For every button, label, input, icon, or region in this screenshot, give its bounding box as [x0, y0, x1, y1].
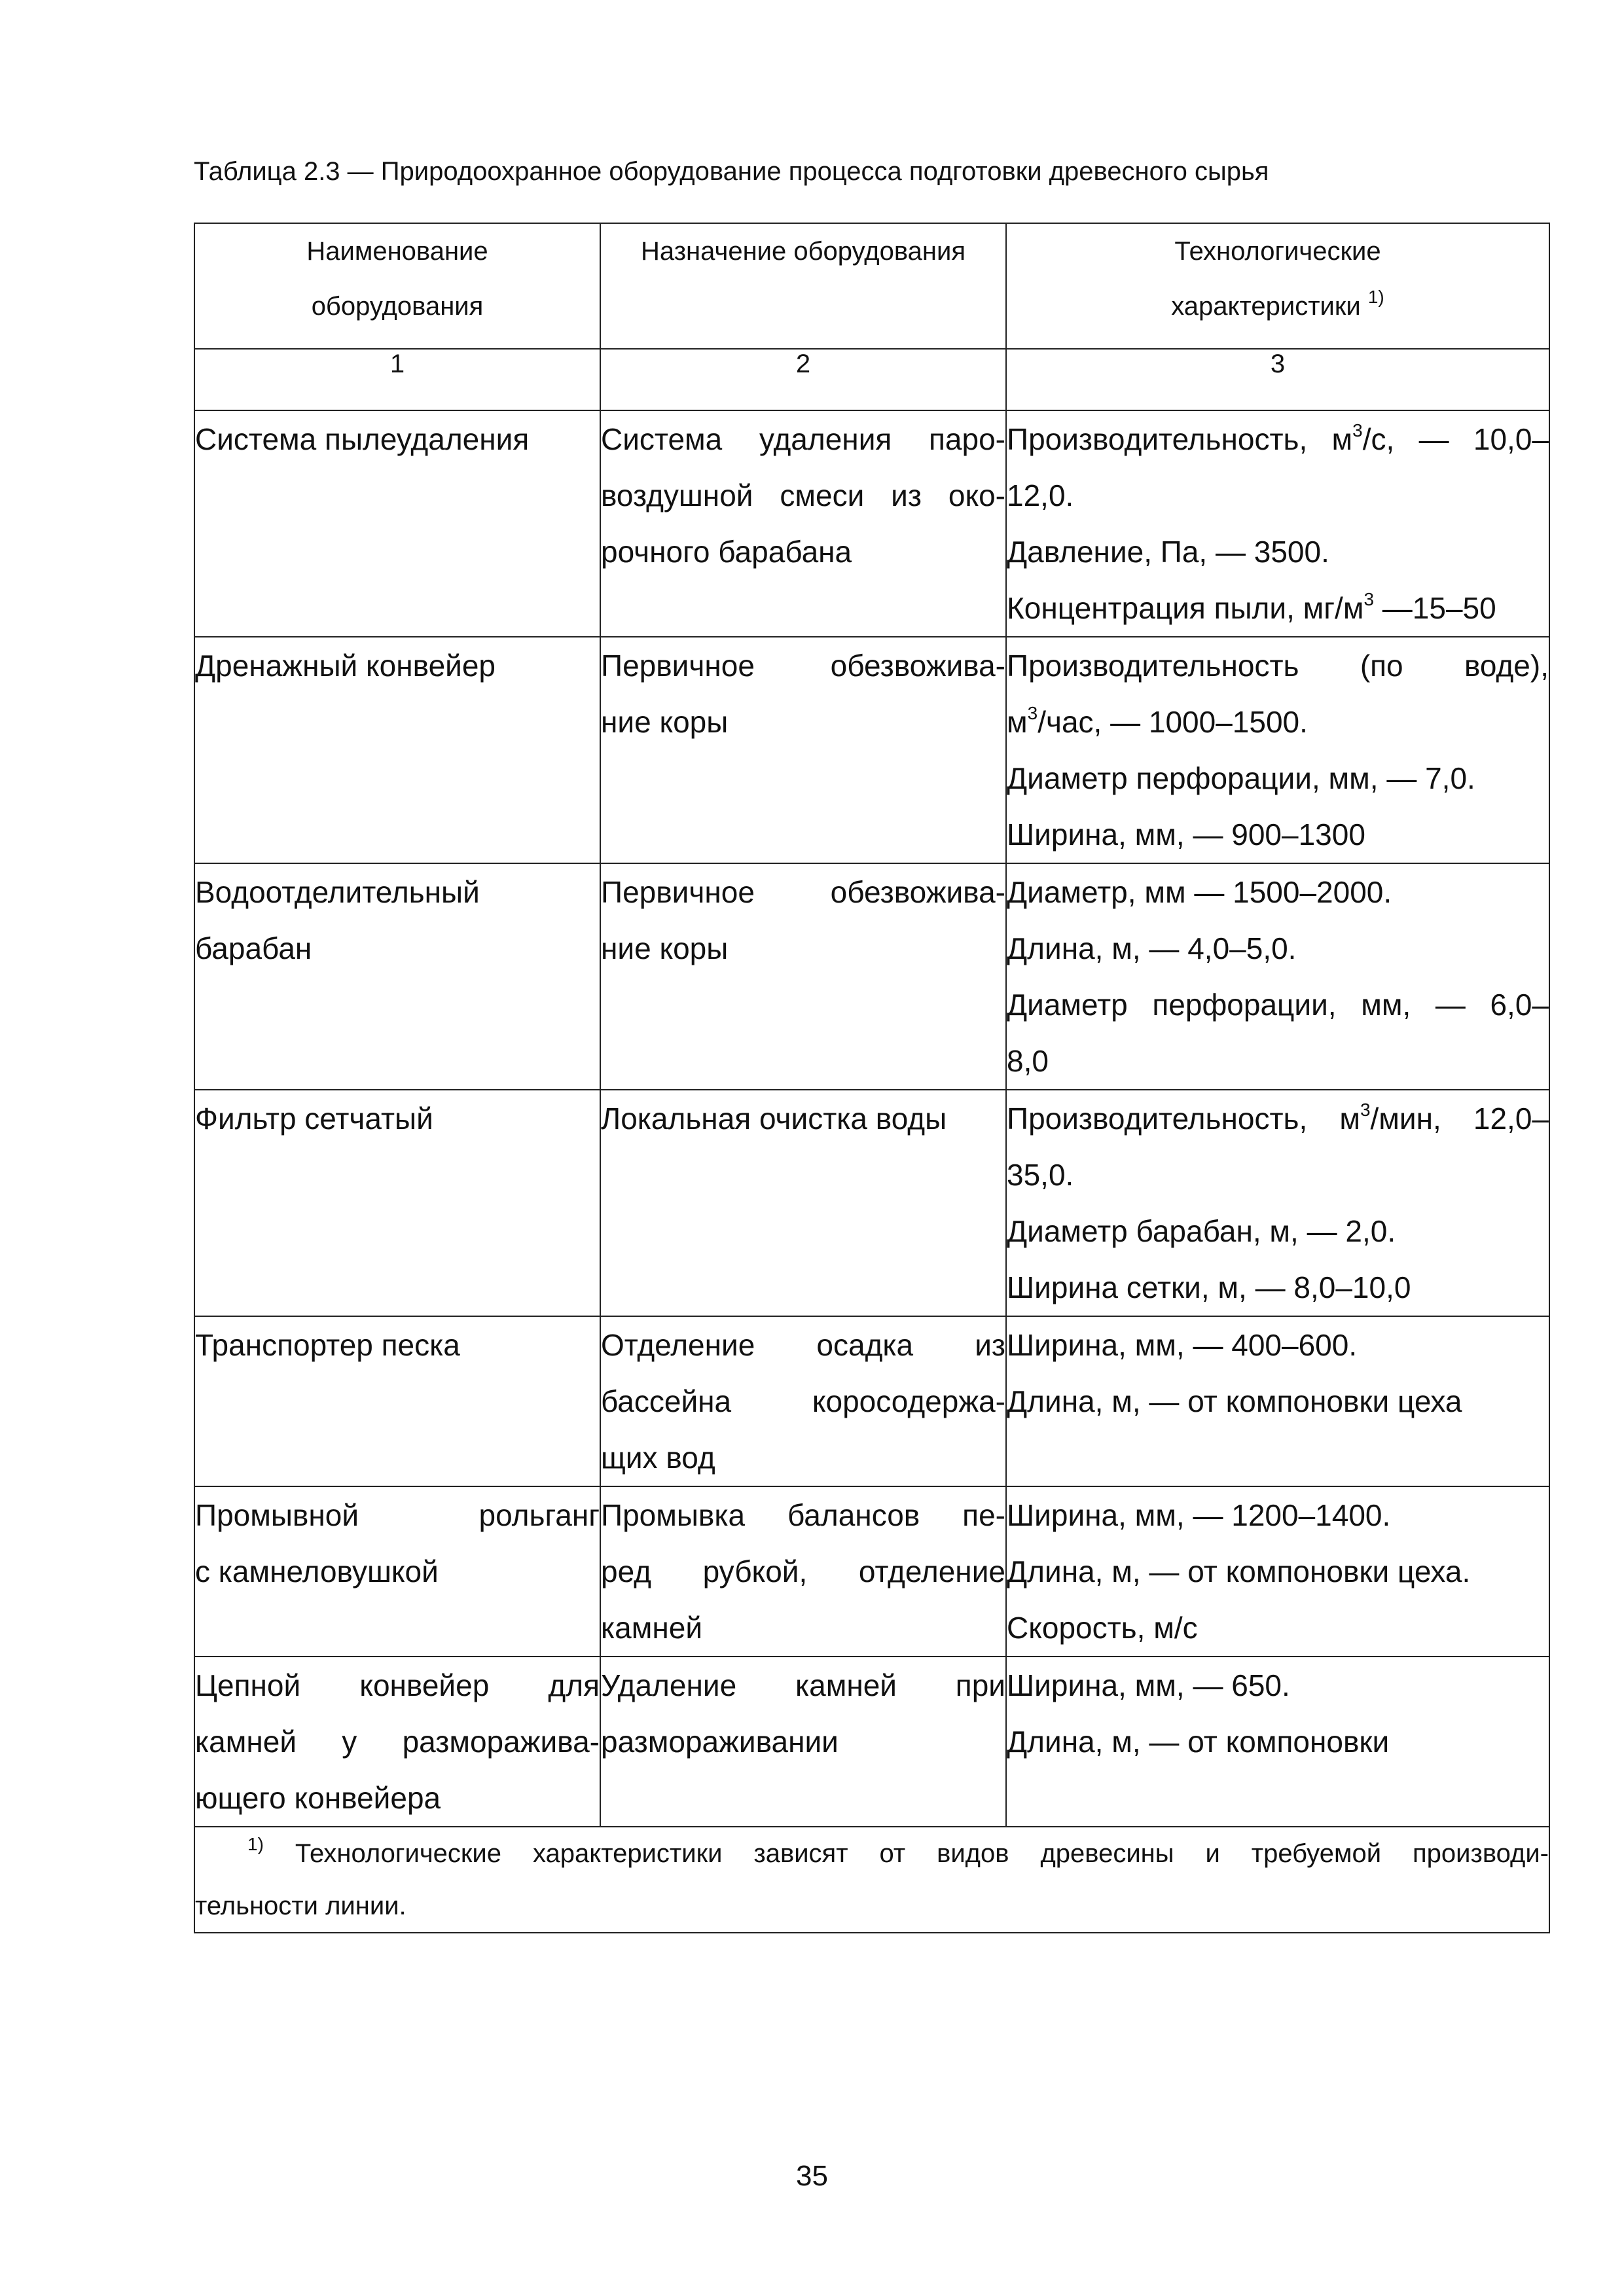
header-equipment-purpose: Назначение оборудования: [600, 223, 1006, 349]
equipment-specs-cell: Ширина, мм, — 400–600. Длина, м, — от компоновки цеха: [1006, 1316, 1549, 1486]
table-row: [194, 410, 1549, 637]
table-row: [194, 863, 1549, 1090]
footnote-mark: 1): [247, 1833, 264, 1854]
equipment-name-cell: Система пылеудаления: [194, 410, 600, 637]
footnote-ref: 1): [1367, 286, 1384, 307]
column-number: 1: [194, 349, 600, 410]
equipment-specs-cell: Производительность (по воде), $м^3$/час, — 1000–1500. Диаметр перфорации, мм, — 7,0. Ширина, мм, — 900–1300: [1006, 637, 1549, 863]
equipment-name-cell: Транспортер песка: [194, 1316, 600, 1486]
equipment-specs-cell: Производительность, $м^3$/мин, 12,0– 35,0. Диаметр барабан, м, — 2,0. Ширина сетки, м, — 8,0–10,0: [1006, 1090, 1549, 1316]
equipment-purpose-cell: Локальная очистка воды: [600, 1090, 1006, 1316]
table-footnote-row: [194, 1827, 1549, 1933]
equipment-purpose-cell: Первичное обезвожива- ние коры: [600, 863, 1006, 1090]
equipment-table: [194, 223, 1550, 1933]
header-equipment-name: Наименование оборудования: [194, 223, 600, 349]
equipment-specs-cell: Производительность, $м^3/с$, — 10,0– 12,0. Давление, Па, — 3500. Концентрация пыли, $мг/м^3$ —15–50: [1006, 410, 1549, 637]
table-row: [194, 1316, 1549, 1486]
table-header-row: [194, 223, 1549, 349]
equipment-purpose-cell: Отделение осадка из бассейна коросодержа- щих вод: [600, 1316, 1006, 1486]
header-tech-characteristics: Технологические характеристики $^{1)}$: [1006, 223, 1549, 349]
column-number-row: [194, 349, 1549, 410]
equipment-name-cell: Промывной рольганг с камнеловушкой: [194, 1486, 600, 1657]
equipment-specs-cell: Ширина, мм, — 1200–1400. Длина, м, — от компоновки цеха. Скорость, м/с: [1006, 1486, 1549, 1657]
table-footnote: $^{1)}$ Технологические характеристики зависят от видов древесины и требуемой производи- тельности линии.: [194, 1827, 1549, 1933]
table-row: [194, 1657, 1549, 1827]
equipment-purpose-cell: Система удаления паро- воздушной смеси из око- рочного барабана: [600, 410, 1006, 637]
page-number: 35: [796, 2160, 828, 2192]
equipment-name-cell: Дренажный конвейер: [194, 637, 600, 863]
table-caption: Таблица 2.3 — Природоохранное оборудование процесса подготовки древесного сырья: [194, 157, 1269, 186]
equipment-purpose-cell: Удаление камней при размораживании: [600, 1657, 1006, 1827]
column-number: 3: [1006, 349, 1549, 410]
equipment-name-cell: Цепной конвейер для камней у разморажива- ющего конвейера: [194, 1657, 600, 1827]
table-row: [194, 637, 1549, 863]
equipment-purpose-cell: Промывка балансов пе- ред рубкой, отделение камней: [600, 1486, 1006, 1657]
equipment-name-cell: Водоотделительный барабан: [194, 863, 600, 1090]
equipment-specs-cell: Диаметр, мм — 1500–2000. Длина, м, — 4,0–5,0. Диаметр перфорации, мм, — 6,0– 8,0: [1006, 863, 1549, 1090]
column-number: 2: [600, 349, 1006, 410]
equipment-specs-cell: Ширина, мм, — 650. Длина, м, — от компоновки: [1006, 1657, 1549, 1827]
equipment-purpose-cell: Первичное обезвожива- ние коры: [600, 637, 1006, 863]
equipment-name-cell: Фильтр сетчатый: [194, 1090, 600, 1316]
table-row: [194, 1486, 1549, 1657]
table-row: [194, 1090, 1549, 1316]
